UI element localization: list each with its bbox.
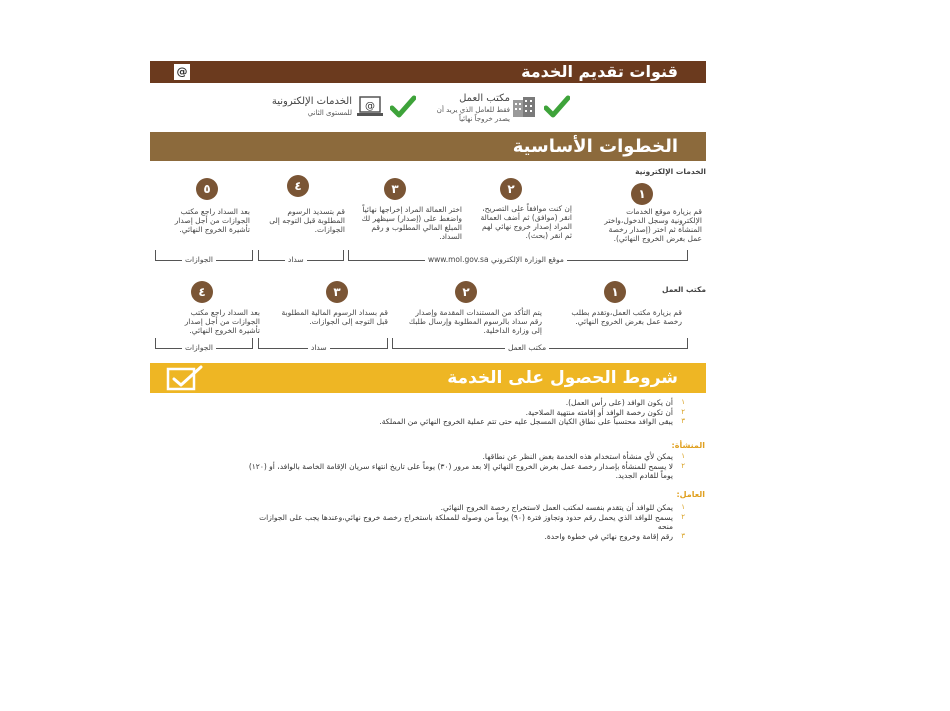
passports-label: الجوازات [182,255,216,264]
list-item: ٢ يسمح للوافد الذي يحمل رقم حدود وتجاوز فترة (٩٠) يوماً من وصوله للمملكة باستخراج رخصة خروج نهائي،وعندها يجب على الجوازات منحه [259,512,685,531]
list-item: ٣ يبقى الوافد محتسباً على نطاق الكيان المسجل عليه حتى تتم عملية الخروج النهائي من المملكة. [379,417,685,426]
labor-office-channel-desc-2: يصدر خروجاً نهائياً [458,115,510,123]
step-text: قم بزيارة موقع الخدمات الإلكترونية وسجل الدخول،واختر المنشأة ثم اختر (إصدار رخصة عمل بغرض الخروج النهائي). [604,207,702,243]
step-text: قم بسداد الرسوم المالية المطلوبة قبل التوجه إلى الجوازات. [281,308,388,326]
conditions-title: شروط الحصول على الخدمة [447,368,678,388]
worker-heading: العامل: [676,490,705,499]
eservices-channel-desc: للمستوى الثاني [307,109,352,117]
channels-title: قنوات تقديم الخدمة [521,62,678,81]
labor-office-channel-title: مكتب العمل [459,93,510,104]
establishment-heading: المنشأة: [671,441,705,450]
list-item: ٣ رقم إقامة وخروج نهائي في خطوة واحدة. [544,531,685,541]
step-number: ٤ [191,281,213,303]
eservices-channel-title: الخدمات الإلكترونية [271,96,352,107]
labor-office-label: مكتب العمل [505,343,549,352]
establishment-conditions-list [245,452,685,481]
list-item: ١ يمكن للوافد أن يتقدم بنفسه لمكتب العمل لاستخراج رخصة الخروج النهائي. [440,503,685,512]
worker-conditions-list [245,503,685,541]
step-text: يتم التأكد من المستندات المقدمة وإصدار رقم سداد بالرسوم المطلوبة وإرسال طلبك إلى وزارة الداخلية. [408,308,542,335]
step-text: اختر العمالة المراد إخراجها نهائياً واضغط على (إصدار) سيظهر لك المبلغ المالي المطلوب و رقم السداد. [361,205,462,241]
steps-title: الخطوات الأساسية [512,136,678,157]
sadad-label: سداد [285,255,307,264]
step-number: ١ [631,183,653,205]
step-text: قم بزيارة مكتب العمل،وتقدم بطلب رخصة عمل بغرض الخروج النهائي. [571,308,682,326]
general-conditions-list [265,398,685,427]
step-text: بعد السداد راجع مكتب الجوازات من أجل إصدار تأشيرة الخروج النهائي. [184,308,260,335]
step-number: ٤ [287,175,309,197]
step-number: ١ [604,281,626,303]
laptop-icon [356,96,384,118]
checkbox-icon [166,365,204,391]
step-number: ٢ [500,178,522,200]
svg-text:@: @ [365,101,375,112]
list-item: ٢ أن تكون رخصة الوافد أو إقامته منتهية الصلاحية. [525,407,685,417]
list-item: ١ أن يكون الوافد (على رأس العمل). [565,398,685,407]
ministry-site-label: موقع الوزارة الإلكتروني www.mol.gov.sa [425,255,567,264]
step-number: ٣ [384,178,406,200]
list-item: ٢ لا يسمح للمنشأة بإصدار رخصة عمل بغرض الخروج النهائي إلا بعد مرور (٣٠) يوماً على تاريخ انتهاء سريان الإقامة الخاصة بالوافد، أو (١٢٠) يوماً للقادم الجديد. [248,461,685,480]
step-text: إن كنت موافقاً على التصريح، انقر (موافق) ثم أضف العمالة المراد إصدار خروج نهائي لهم ثم انقر (بحث). [480,204,572,240]
step-number: ٢ [455,281,477,303]
step-number: ٥ [196,178,218,200]
building-icon [512,96,536,118]
channels-header [150,61,706,83]
passports-label: الجوازات [182,343,216,352]
step-text: بعد السداد راجع مكتب الجوازات من أجل إصدار تأشيرة الخروج النهائي. [174,207,250,234]
steps-header [150,132,706,161]
sadad-label: سداد [308,343,330,352]
at-sign-icon: @ [174,64,190,80]
step-number: ٣ [326,281,348,303]
eservices-section-label: الخدمات الإلكترونية [635,167,706,176]
step-text: قم بتسديد الرسوم المطلوبة قبل التوجه إلى الجوازات. [269,207,345,234]
office-section-label: مكتب العمل [662,285,706,294]
check-icon [544,95,570,119]
list-item: ١ يمكن لأي منشأة استخدام هذه الخدمة بغض النظر عن نطاقها. [482,452,685,461]
conditions-header [150,363,706,393]
check-icon [390,95,416,119]
labor-office-channel-desc: فقط للعامل الذي يريد أن [436,106,510,114]
